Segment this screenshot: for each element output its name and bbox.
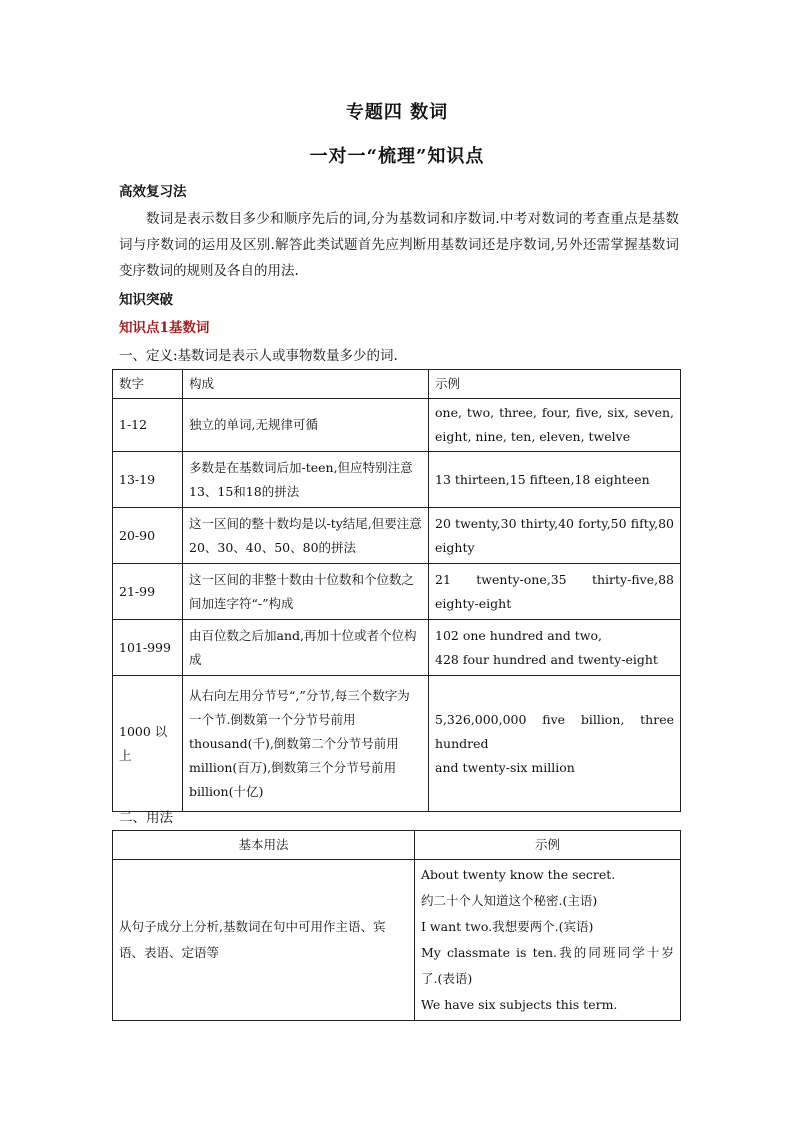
example-cell: [429, 564, 681, 620]
example-line: My classmate is ten.我的同班同学十岁: [421, 945, 674, 960]
table-row: [113, 620, 681, 676]
definition-text: 一、定义:基数词是表示人或事物数量多少的词.: [119, 348, 398, 364]
example-line: We have six subjects this term.: [421, 997, 618, 1012]
table-row: [113, 564, 681, 620]
number-range-cell: 1000 以上: [113, 676, 183, 812]
formation-cell: 由百位数之后加and,再加十位或者个位构成: [183, 620, 429, 676]
example-line: 428 four hundred and twenty-eight: [435, 651, 658, 667]
example-line: eighty-eight: [435, 595, 512, 611]
example-cell: [415, 860, 681, 1021]
table-row: [113, 860, 681, 1021]
number-range-cell: 20-90: [113, 508, 183, 564]
formation-cell: 从右向左用分节号“,”分节,每三个数字为一个节.倒数第一个分节号前用thousand(千),倒数第二个分节号前用million(百万),倒数第三个分节号前用billion(十亿): [183, 676, 429, 812]
section-heading-review: 高效复习法: [119, 184, 187, 200]
formation-cell: 这一区间的整十数均是以-ty结尾,但要注意20、30、40、50、80的拼法: [183, 508, 429, 564]
example-line: 约二十个人知道这个秘密.(主语): [421, 893, 598, 908]
intro-paragraph: 数词是表示数目多少和顺序先后的词,分为基数词和序数词.中考对数词的考查重点是基数词与序数词的运用及区别.解答此类试题首先应判断用基数词还是序数词,另外还需掌握基数词变序数词的规则及各自的用法.: [119, 211, 679, 279]
usage-heading: 二、用法: [119, 810, 173, 826]
number-range-cell: 101-999: [113, 620, 183, 676]
example-line: 5,326,000,000 five billion, three hundred: [435, 711, 674, 751]
example-line: 了.(表语): [421, 971, 473, 986]
table-row: [113, 399, 681, 452]
example-line: one, two, three, four, five, six, seven,: [435, 405, 674, 420]
example-line: 102 one hundred and two,: [435, 627, 602, 643]
number-range-cell: 1-12: [113, 399, 183, 452]
usage-table: [112, 830, 681, 1021]
header-cell: 示例: [415, 831, 681, 860]
example-line: eighty: [435, 539, 475, 555]
example-cell: [429, 452, 681, 508]
formation-cell: 这一区间的非整十数由十位数和个位数之间加连字符“-”构成: [183, 564, 429, 620]
example-line: 21 twenty-one,35 thirty-five,88: [435, 571, 674, 587]
table-row: [113, 452, 681, 508]
header-cell: 示例: [429, 370, 681, 399]
knowledge-point-title: 知识点1基数词: [119, 320, 210, 336]
cardinal-number-table: [112, 369, 681, 812]
example-line: 20 twenty,30 thirty,40 forty,50 fifty,80: [435, 515, 674, 531]
header-cell: 构成: [183, 370, 429, 399]
page-subtitle: 一对一“梳理”知识点: [309, 146, 485, 167]
example-line: 13 thirteen,15 fifteen,18 eighteen: [435, 471, 650, 487]
usage-cell: 从句子成分上分析,基数词在句中可用作主语、宾语、表语、定语等: [113, 860, 415, 1021]
example-cell: [429, 620, 681, 676]
example-cell: [429, 399, 681, 452]
example-cell: [429, 676, 681, 812]
example-cell: [429, 508, 681, 564]
table-header-row: [113, 831, 681, 860]
formation-cell: 多数是在基数词后加-teen,但应特别注意13、15和18的拼法: [183, 452, 429, 508]
header-cell: 基本用法: [113, 831, 415, 860]
number-range-cell: 21-99: [113, 564, 183, 620]
section-heading-breakthrough: 知识突破: [119, 292, 173, 308]
table-header-row: [113, 370, 681, 399]
formation-cell: 独立的单词,无规律可循: [183, 399, 429, 452]
header-cell: 数字: [113, 370, 183, 399]
example-line: eight, nine, ten, eleven, twelve: [435, 429, 631, 444]
example-line: I want two.我想要两个.(宾语): [421, 919, 594, 934]
example-line: About twenty know the secret.: [421, 867, 616, 882]
table-row: [113, 676, 681, 812]
page-title: 专题四 数词: [345, 102, 449, 123]
table-row: [113, 508, 681, 564]
number-range-cell: 13-19: [113, 452, 183, 508]
example-line: and twenty-six million: [435, 759, 575, 775]
